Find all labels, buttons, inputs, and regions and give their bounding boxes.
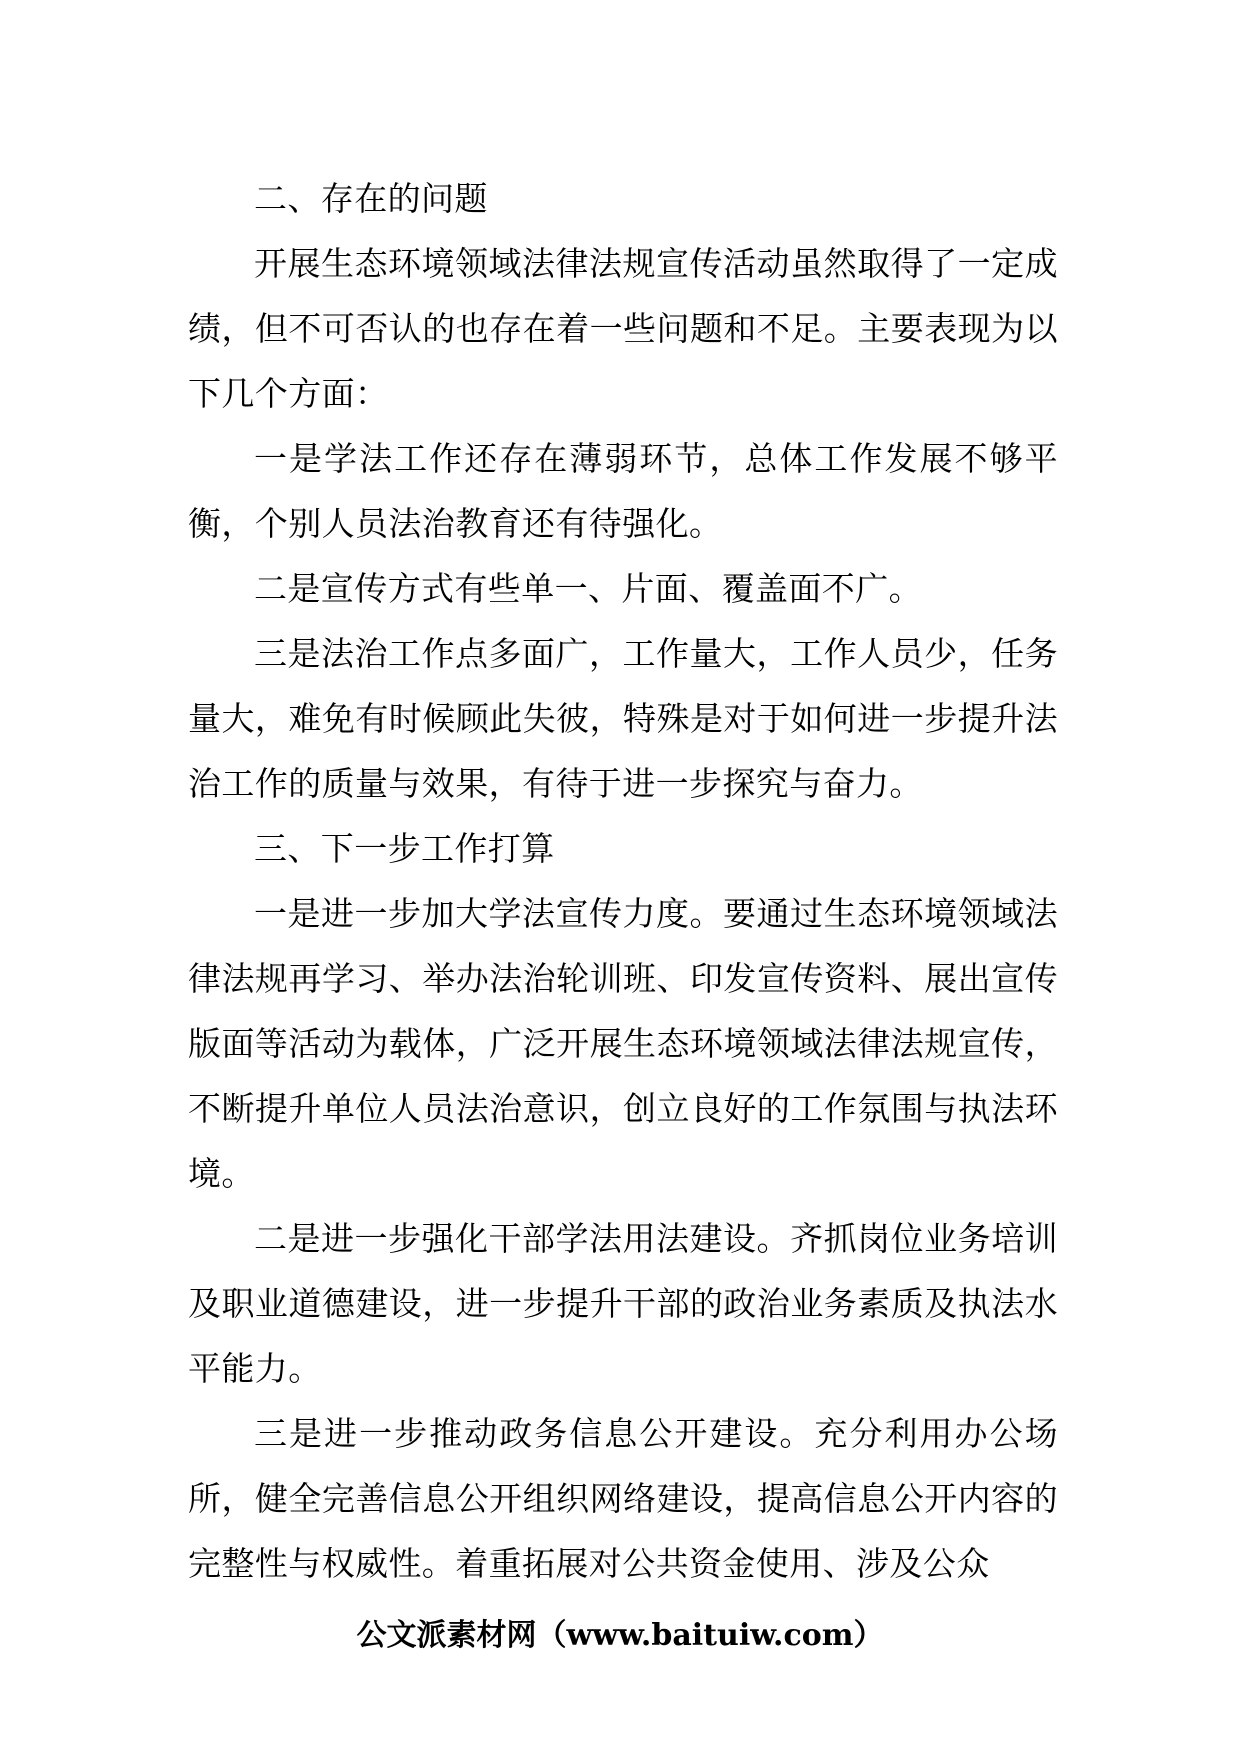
section-heading-next-steps: 三、下一步工作打算	[254, 829, 555, 868]
footer-watermark: 公文派素材网（www.baituiw.com）	[356, 1618, 884, 1653]
paragraph: 二是进一步强化干部学法用法建设。齐抓岗位业务培训及职业道德建设，进一步提升干部的政治业务素质及执法水平能力。	[188, 1219, 1058, 1388]
paragraph: 一是进一步加大学法宣传力度。要通过生态环境领域法律法规再学习、举办法治轮训班、印发宣传资料、展出宣传版面等活动为载体，广泛开展生态环境领域法律法规宣传，不断提升单位人员法治意识，创立良好的工作氛围与执法环境。	[188, 894, 1058, 1193]
paragraph: 三是进一步推动政务信息公开建设。充分利用办公场所，健全完善信息公开组织网络建设，提高信息公开内容的完整性与权威性。着重拓展对公共资金使用、涉及公众	[188, 1414, 1058, 1583]
paragraph: 开展生态环境领域法律法规宣传活动虽然取得了一定成绩，但不可否认的也存在着一些问题和不足。主要表现为以下几个方面：	[188, 244, 1058, 413]
section-heading-problems: 二、存在的问题	[254, 179, 488, 218]
document-body	[188, 166, 1058, 1596]
paragraph: 二是宣传方式有些单一、片面、覆盖面不广。	[254, 569, 922, 608]
paragraph: 一是学法工作还存在薄弱环节，总体工作发展不够平衡，个别人员法治教育还有待强化。	[188, 439, 1058, 543]
paragraph: 三是法治工作点多面广，工作量大，工作人员少，任务量大，难免有时候顾此失彼，特殊是对于如何进一步提升法治工作的质量与效果，有待于进一步探究与奋力。	[188, 634, 1058, 803]
